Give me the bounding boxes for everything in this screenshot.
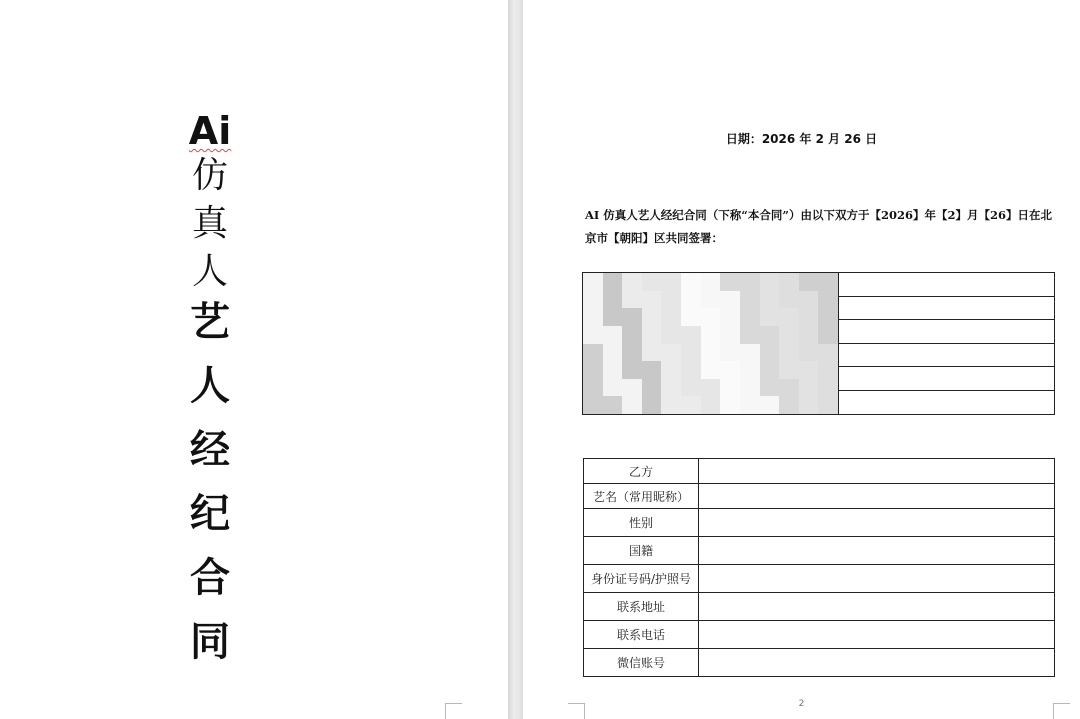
redaction-tile xyxy=(583,308,603,326)
redaction-tile xyxy=(681,379,701,397)
party-b-field-value[interactable] xyxy=(699,593,1055,621)
redaction-tile xyxy=(583,396,603,414)
redaction-tile xyxy=(681,326,701,344)
redaction-tile xyxy=(701,326,721,344)
party-b-field-label: 乙方 xyxy=(584,459,699,484)
party-b-field-label: 性别 xyxy=(584,509,699,537)
redaction-tile xyxy=(583,291,603,309)
redaction-tile xyxy=(779,291,799,309)
cover-title-char: 同 xyxy=(190,619,230,665)
redaction-tile xyxy=(740,291,760,309)
cover-page xyxy=(0,0,508,719)
redaction-tile xyxy=(622,344,642,362)
redaction-tile xyxy=(799,361,819,379)
page-number: 2 xyxy=(798,699,805,709)
party-b-field-label: 联系地址 xyxy=(584,593,699,621)
redaction-tile xyxy=(603,396,623,414)
contract-date: 日期：2026 年 2 月 26 日 xyxy=(725,132,878,146)
redaction-tile xyxy=(603,326,623,344)
redaction-tile xyxy=(799,326,819,344)
redaction-tile xyxy=(760,308,780,326)
redaction-tile xyxy=(603,361,623,379)
redaction-tile xyxy=(622,361,642,379)
redaction-tile xyxy=(720,273,740,291)
party-a-row[interactable] xyxy=(839,273,1054,297)
redaction-tile xyxy=(701,396,721,414)
party-b-field-value[interactable] xyxy=(699,649,1055,677)
redaction-tile xyxy=(622,326,642,344)
redaction-tile xyxy=(818,361,838,379)
redaction-tile xyxy=(661,326,681,344)
redaction-tile xyxy=(642,396,662,414)
party-b-field-value[interactable] xyxy=(699,565,1055,593)
redaction-tile xyxy=(740,379,760,397)
redaction-tile xyxy=(622,396,642,414)
redaction-tile xyxy=(642,361,662,379)
redaction-tile xyxy=(740,308,760,326)
redaction-tile xyxy=(603,379,623,397)
party-b-field-label: 联系电话 xyxy=(584,621,699,649)
redaction-tile xyxy=(818,326,838,344)
redaction-tile xyxy=(779,326,799,344)
redaction-tile xyxy=(642,344,662,362)
redaction-tile xyxy=(818,344,838,362)
redaction-tile xyxy=(760,361,780,379)
redaction-tile xyxy=(642,291,662,309)
contract-page xyxy=(523,0,1080,719)
redaction-tile xyxy=(661,291,681,309)
redaction-tile xyxy=(740,326,760,344)
redaction-tile xyxy=(720,361,740,379)
redaction-tile xyxy=(779,379,799,397)
redaction-tile xyxy=(701,379,721,397)
redaction-tile xyxy=(818,291,838,309)
redaction-tile xyxy=(760,379,780,397)
redaction-tile xyxy=(583,361,603,379)
cover-title-char: 人 xyxy=(191,251,228,292)
contract-intro-line: 京市【朝阳】区共同签署： xyxy=(585,231,723,245)
cover-title-char: 艺 xyxy=(190,299,230,345)
party-b-table xyxy=(583,458,1055,677)
redaction-tile xyxy=(740,361,760,379)
party-b-field-label: 身份证号码/护照号 xyxy=(584,565,699,593)
party-b-row xyxy=(584,649,1055,677)
redaction-tile xyxy=(583,326,603,344)
redaction-tile xyxy=(740,396,760,414)
party-b-row xyxy=(584,509,1055,537)
party-b-field-label: 国籍 xyxy=(584,537,699,565)
cover-title-char: 仿 xyxy=(191,155,228,196)
redaction-tile xyxy=(681,291,701,309)
redaction-tile xyxy=(720,326,740,344)
party-b-row xyxy=(584,593,1055,621)
redaction-tile xyxy=(603,291,623,309)
redaction-tile xyxy=(720,344,740,362)
redaction-tile xyxy=(681,273,701,291)
redaction-tile xyxy=(642,273,662,291)
party-b-field-label: 艺名（常用昵称） xyxy=(584,484,699,509)
party-a-value-column xyxy=(838,273,1054,414)
redaction-tile xyxy=(720,396,740,414)
contract-intro-line: AI 仿真人艺人经纪合同（下称“本合同”）由以下双方于【2026】年【2】月【26】日在北 xyxy=(585,208,1053,222)
cover-title xyxy=(170,109,250,686)
redaction-tile xyxy=(740,344,760,362)
party-b-row xyxy=(584,484,1055,509)
redaction-tile xyxy=(622,291,642,309)
party-a-table xyxy=(582,272,1055,415)
redaction-tile xyxy=(661,396,681,414)
redaction-tile xyxy=(720,308,740,326)
redaction-tile xyxy=(760,273,780,291)
party-a-row[interactable] xyxy=(839,367,1054,391)
redaction-tile xyxy=(779,308,799,326)
cover-title-char: 真 xyxy=(191,203,228,244)
party-a-row[interactable] xyxy=(839,344,1054,368)
redaction-tile xyxy=(642,379,662,397)
redaction-tile xyxy=(799,344,819,362)
party-b-row xyxy=(584,459,1055,484)
party-b-row xyxy=(584,565,1055,593)
redaction-tile xyxy=(760,396,780,414)
redaction-tile xyxy=(622,379,642,397)
redaction-tile xyxy=(799,291,819,309)
redaction-tile xyxy=(701,344,721,362)
cover-title-char: 人 xyxy=(190,363,230,409)
party-b-field-value[interactable] xyxy=(699,537,1055,565)
redaction-tile xyxy=(740,273,760,291)
party-b-field-value[interactable] xyxy=(699,621,1055,649)
party-a-row[interactable] xyxy=(839,297,1054,321)
cover-title-char: Ai xyxy=(188,109,232,153)
margin-corner-mark xyxy=(445,703,462,719)
redaction-tile xyxy=(642,308,662,326)
redaction-tile xyxy=(701,273,721,291)
redaction-tile xyxy=(583,273,603,291)
redacted-area xyxy=(583,273,838,414)
party-b-field-value[interactable] xyxy=(699,459,1055,484)
page-gutter xyxy=(508,0,523,719)
redaction-tile xyxy=(603,344,623,362)
redaction-tile xyxy=(661,379,681,397)
redaction-tile xyxy=(779,396,799,414)
party-a-row[interactable] xyxy=(839,391,1054,415)
cover-title-char: 经 xyxy=(190,427,230,473)
redaction-tile xyxy=(779,361,799,379)
contract-intro xyxy=(585,204,1055,250)
redaction-tile xyxy=(583,379,603,397)
redaction-tile xyxy=(603,273,623,291)
redaction-tile xyxy=(720,291,740,309)
redaction-tile xyxy=(799,308,819,326)
redaction-tile xyxy=(701,361,721,379)
redaction-tile xyxy=(642,326,662,344)
redaction-tile xyxy=(818,273,838,291)
redaction-tile xyxy=(799,273,819,291)
party-b-row xyxy=(584,621,1055,649)
redaction-tile xyxy=(661,361,681,379)
redaction-tile xyxy=(661,308,681,326)
redaction-tile xyxy=(701,291,721,309)
redaction-tile xyxy=(701,308,721,326)
redaction-tile xyxy=(681,308,701,326)
redaction-tile xyxy=(779,273,799,291)
cover-title-char: 合 xyxy=(190,555,230,601)
cover-title-char: 纪 xyxy=(190,491,230,537)
redaction-tile xyxy=(603,308,623,326)
party-a-row[interactable] xyxy=(839,320,1054,344)
redaction-tile xyxy=(661,273,681,291)
redaction-tile xyxy=(720,379,740,397)
party-b-row xyxy=(584,537,1055,565)
party-b-field-value[interactable] xyxy=(699,484,1055,509)
redaction-tile xyxy=(799,396,819,414)
redaction-tile xyxy=(779,344,799,362)
redaction-tile xyxy=(760,344,780,362)
redaction-tile xyxy=(681,361,701,379)
redaction-tile xyxy=(760,291,780,309)
redaction-tile xyxy=(622,308,642,326)
redaction-tile xyxy=(583,344,603,362)
redaction-tile xyxy=(760,326,780,344)
redaction-tile xyxy=(681,344,701,362)
redaction-tile xyxy=(622,273,642,291)
party-b-field-label: 微信账号 xyxy=(584,649,699,677)
redaction-tile xyxy=(681,396,701,414)
redaction-tile xyxy=(818,396,838,414)
redaction-tile xyxy=(799,379,819,397)
redaction-tile xyxy=(818,308,838,326)
redaction-tile xyxy=(661,344,681,362)
redaction-tile xyxy=(818,379,838,397)
party-b-field-value[interactable] xyxy=(699,509,1055,537)
